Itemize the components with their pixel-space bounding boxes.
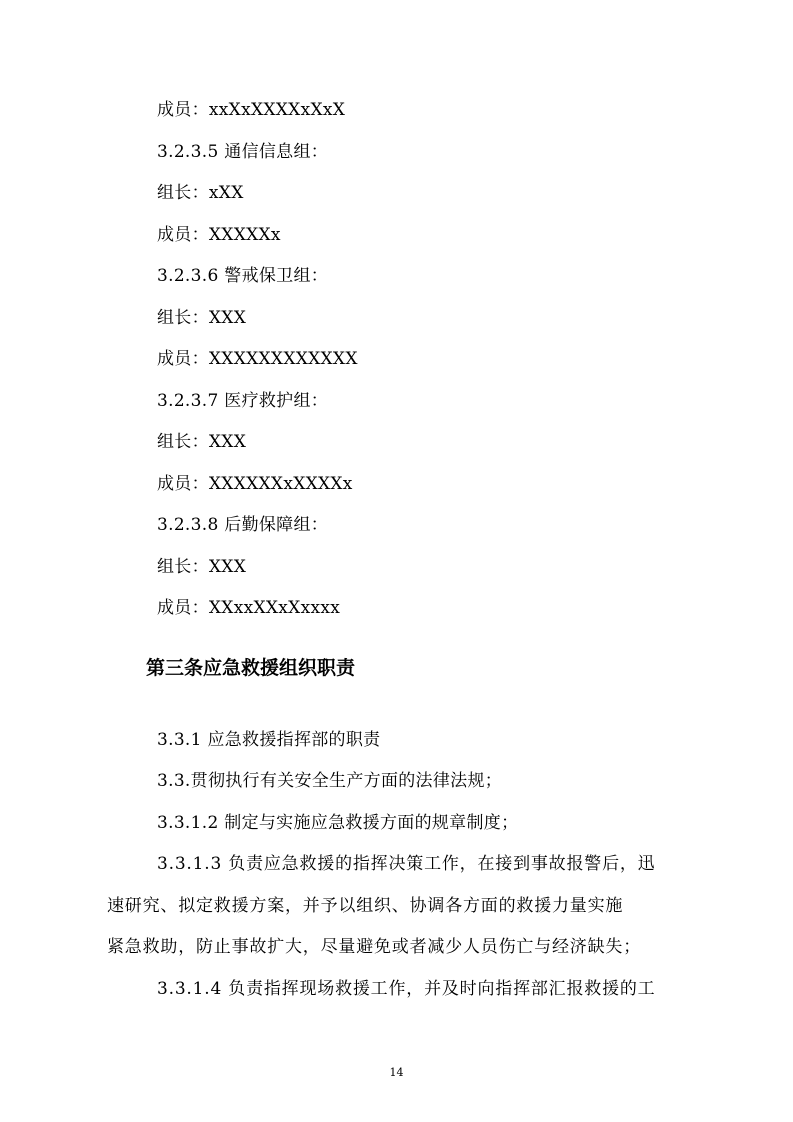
roster-heading-logistics-group: 3.2.3.8 后勤保障组： [157,515,329,535]
duty-paragraph-3-3-1-4: 3.3.1.4 负责指挥现场救援工作，并及时向指挥部汇报救援的工 [157,979,656,999]
roster-heading-communication-group: 3.2.3.5 通信信息组： [157,142,329,162]
roster-line-leader-communication: 组长：xXX [157,183,244,203]
roster-line-leader-security: 组长：XXX [157,308,247,328]
paragraph-line: 紧急救助，防止事故扩大，尽量避免或者减少人员伤亡与经济缺失； [107,937,641,957]
roster-heading-security-group: 3.2.3.6 警戒保卫组： [157,266,329,286]
roster-line-members-security: 成员：XXXXXXXXXXXX [157,349,358,369]
roster-line-members-logistics: 成员：XXxxXXxXxxxx [157,598,341,618]
roster-line-leader-medical: 组长：XXX [157,432,247,452]
roster-line-leader-logistics: 组长：XXX [157,557,247,577]
duty-item-3-3-1: 3.3.1 应急救援指挥部的职责 [157,730,381,750]
paragraph-line: 速研究、拟定救援方案，并予以组织、协调各方面的救援力量实施 [107,896,624,916]
roster-heading-medical-group: 3.2.3.7 医疗救护组： [157,391,329,411]
roster-line-members-1: 成员：xxXxXXXXxXxX [157,100,346,120]
article-heading: 第三条应急救援组织职责 [146,657,356,679]
roster-line-members-communication: 成员：XXXXXx [157,225,281,245]
page-number: 14 [389,1066,404,1079]
roster-line-members-medical: 成员：XXXXXXxXXXXx [157,474,353,494]
duty-item-3-3-1-2: 3.3.1.2 制定与实施应急救援方面的规章制度； [157,813,519,833]
paragraph-line: 3.3.1.3 负责应急救援的指挥决策工作，在接到事故报警后，迅 [157,854,656,874]
duty-item-3-3: 3.3.贯彻执行有关安全生产方面的法律法规； [157,771,503,791]
